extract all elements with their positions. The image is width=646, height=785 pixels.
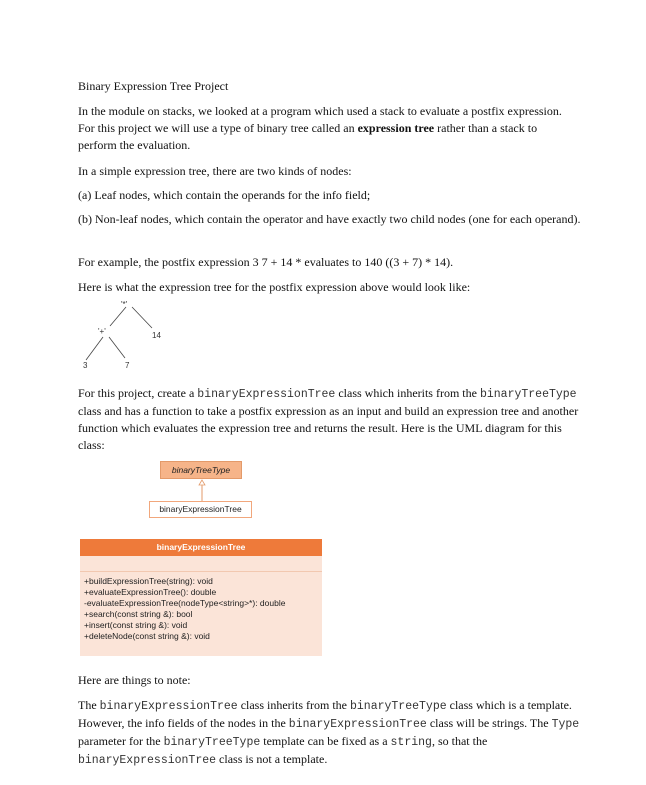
intro-text-b: rather than a stack to perform the evaluation. (78, 121, 538, 152)
notes-text-3: class which is a template. However, the info fields of the nodes in the (78, 698, 572, 730)
project-text-2: class which inherits from the (335, 386, 480, 400)
tree-node-14: 14 (152, 331, 161, 340)
tree-intro: Here is what the expression tree for the postfix expression above would look like: (78, 280, 471, 294)
notes-heading: Here are things to note: (78, 673, 191, 687)
notes-text-6: template can be fixed as a (260, 734, 391, 748)
edge-plus-3 (86, 337, 103, 360)
uml-method: -evaluateExpressionTree(nodeType<string>*): double (84, 598, 286, 608)
tree-node-7: 7 (125, 361, 130, 370)
notes-text-7: , so that the (431, 734, 488, 748)
kind-b: (b) Non-leaf nodes, which contain the operator and have exactly two child nodes (one for each operand). (78, 212, 581, 226)
code-string: string (390, 736, 432, 749)
uml-parent-class: binaryTreeType (160, 461, 242, 479)
project-text-3: class and has a function to take a postfix expression as an input and build an expression tree and another function which evaluates the expression tree and returns the result. Here is the UML diagram for this class: (78, 404, 579, 452)
code-binaryExpressionTree: binaryExpressionTree (78, 754, 217, 767)
uml-method: +search(const string &): bool (84, 609, 193, 619)
project-paragraph (78, 385, 588, 454)
code-binaryTreeType: binaryTreeType (479, 388, 577, 401)
code-binaryExpressionTree: binaryExpressionTree (197, 388, 336, 401)
inheritance-arrow (196, 479, 208, 502)
uml-method: +deleteNode(const string &): void (84, 631, 210, 641)
tree-node-plus: '+' (98, 327, 106, 336)
code-binaryTreeType: binaryTreeType (163, 736, 261, 749)
edge-root-plus (110, 307, 126, 326)
code-Type: Type (551, 718, 580, 731)
edge-plus-7 (109, 337, 125, 358)
page-title: Binary Expression Tree Project (78, 79, 229, 93)
kinds-intro: In a simple expression tree, there are two kinds of nodes: (78, 164, 352, 178)
notes-text-5: parameter for the (78, 734, 164, 748)
tree-node-root: '*' (121, 300, 128, 309)
expression-tree-diagram (80, 295, 190, 375)
kind-a: (a) Leaf nodes, which contain the operands for the info field; (78, 188, 371, 202)
intro-text-a: In the module on stacks, we looked at a program which used a stack to evaluate a postfix expression. For this project we will use a type of binary tree called an (78, 104, 562, 135)
tree-node-3: 3 (83, 361, 88, 370)
notes-text-2: class inherits from the (237, 698, 350, 712)
notes-paragraph (78, 697, 586, 769)
project-text-1: For this project, create a (78, 386, 198, 400)
intro-bold: expression tree (357, 121, 435, 135)
code-binaryExpressionTree: binaryExpressionTree (288, 718, 427, 731)
uml-method: +evaluateExpressionTree(): double (84, 587, 217, 597)
uml-method: +insert(const string &): void (84, 620, 188, 630)
notes-text-4: class will be strings. The (426, 716, 552, 730)
notes-text-1: The (78, 698, 100, 712)
code-binaryExpressionTree: binaryExpressionTree (99, 700, 238, 713)
edge-root-14 (132, 307, 152, 328)
uml-child-class: binaryExpressionTree (149, 501, 252, 518)
uml-method: +buildExpressionTree(string): void (84, 576, 213, 586)
example-text: For example, the postfix expression 3 7 + 14 * evaluates to 140 ((3 + 7) * 14). (78, 255, 454, 269)
code-binaryTreeType: binaryTreeType (350, 700, 447, 713)
intro-paragraph (78, 103, 578, 154)
uml-class-name: binaryExpressionTree (80, 539, 322, 556)
notes-text-8: class is not a template. (216, 752, 328, 766)
uml-attributes-section (80, 556, 322, 571)
uml-methods-section (80, 571, 322, 656)
